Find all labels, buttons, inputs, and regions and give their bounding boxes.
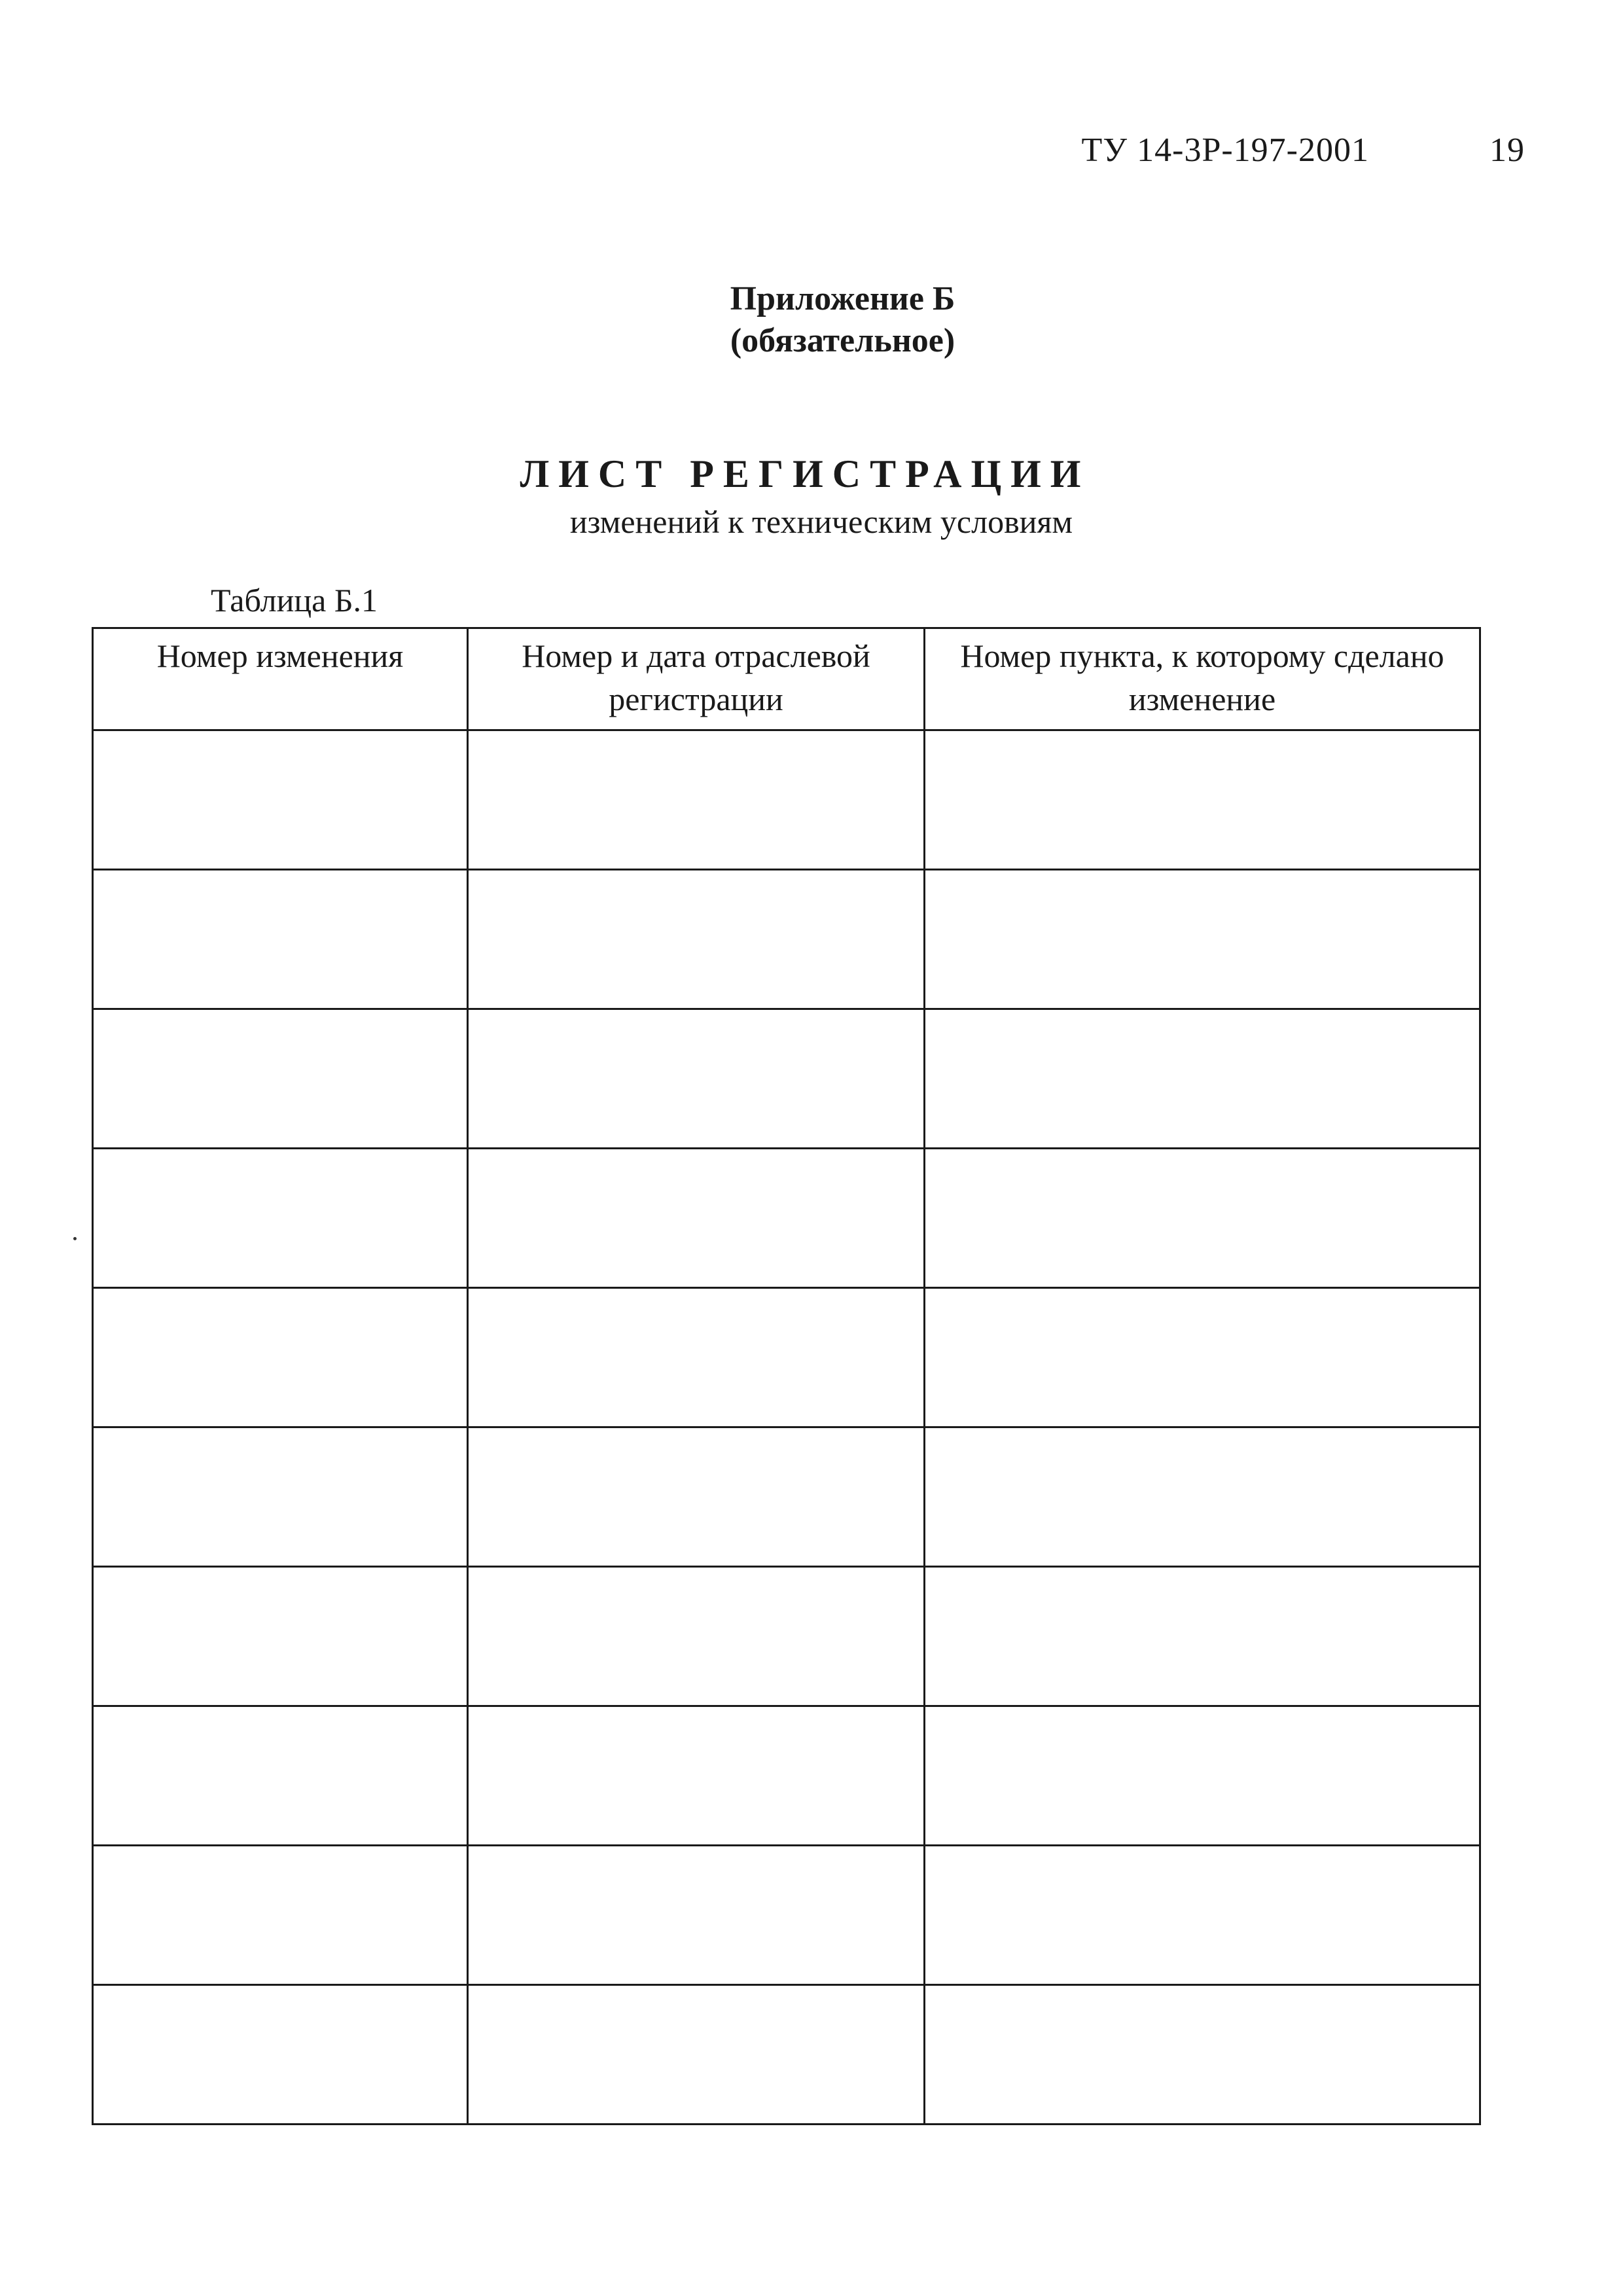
table-cell [93,730,468,870]
table-cell [93,1985,468,2125]
table-cell [925,1427,1480,1567]
table-row [93,1288,1480,1427]
column-header-clause: Номер пункта, к которому сделано изменение [925,628,1480,730]
table-cell [93,870,468,1009]
table-cell [925,870,1480,1009]
table-row [93,1567,1480,1706]
sheet-subtitle: изменений к техническим условиям [569,503,1073,540]
table-cell [93,1846,468,1985]
table-header-row [93,628,1480,730]
table-cell [468,870,925,1009]
annex-heading [0,278,1623,362]
table-cell [93,1706,468,1846]
table-row [93,1427,1480,1567]
table-row [93,1009,1480,1149]
table-cell [93,1149,468,1288]
table-caption: Таблица Б.1 [211,582,378,619]
column-header-registration: Номер и дата отраслевой регистрации [468,628,925,730]
table-cell [468,1149,925,1288]
table-cell [925,1567,1480,1706]
page-header [1082,131,1525,170]
table-cell [925,1985,1480,2125]
column-header-change-number: Номер изменения [93,628,468,730]
annex-note: (обязательное) [730,322,955,359]
table-row [93,1846,1480,1985]
table-cell [468,1009,925,1149]
table-cell [93,1009,468,1149]
table-row [93,1985,1480,2125]
sheet-title: ЛИСТ РЕГИСТРАЦИИ [520,452,1090,495]
table-cell [925,730,1480,870]
table-cell [468,1288,925,1427]
table-cell [468,1706,925,1846]
page-number: 19 [1489,132,1525,169]
document-code: ТУ 14-3Р-197-2001 [1081,132,1369,169]
table-cell [468,1985,925,2125]
change-register-table [92,627,1481,2125]
table-cell [468,1567,925,1706]
table-cell [925,1149,1480,1288]
table-row [93,1149,1480,1288]
table-cell [468,1846,925,1985]
table-cell [468,730,925,870]
table-cell [925,1009,1480,1149]
table-row [93,1706,1480,1846]
table-row [93,730,1480,870]
table-cell [93,1567,468,1706]
table-cell [925,1288,1480,1427]
table-cell [93,1288,468,1427]
annex-title: Приложение Б [730,280,955,317]
table-row [93,870,1480,1009]
table-cell [925,1846,1480,1985]
table-body [93,730,1480,2125]
scan-artifact-dot [73,1237,77,1240]
table-cell [468,1427,925,1567]
table-cell [93,1427,468,1567]
table-cell [925,1706,1480,1846]
